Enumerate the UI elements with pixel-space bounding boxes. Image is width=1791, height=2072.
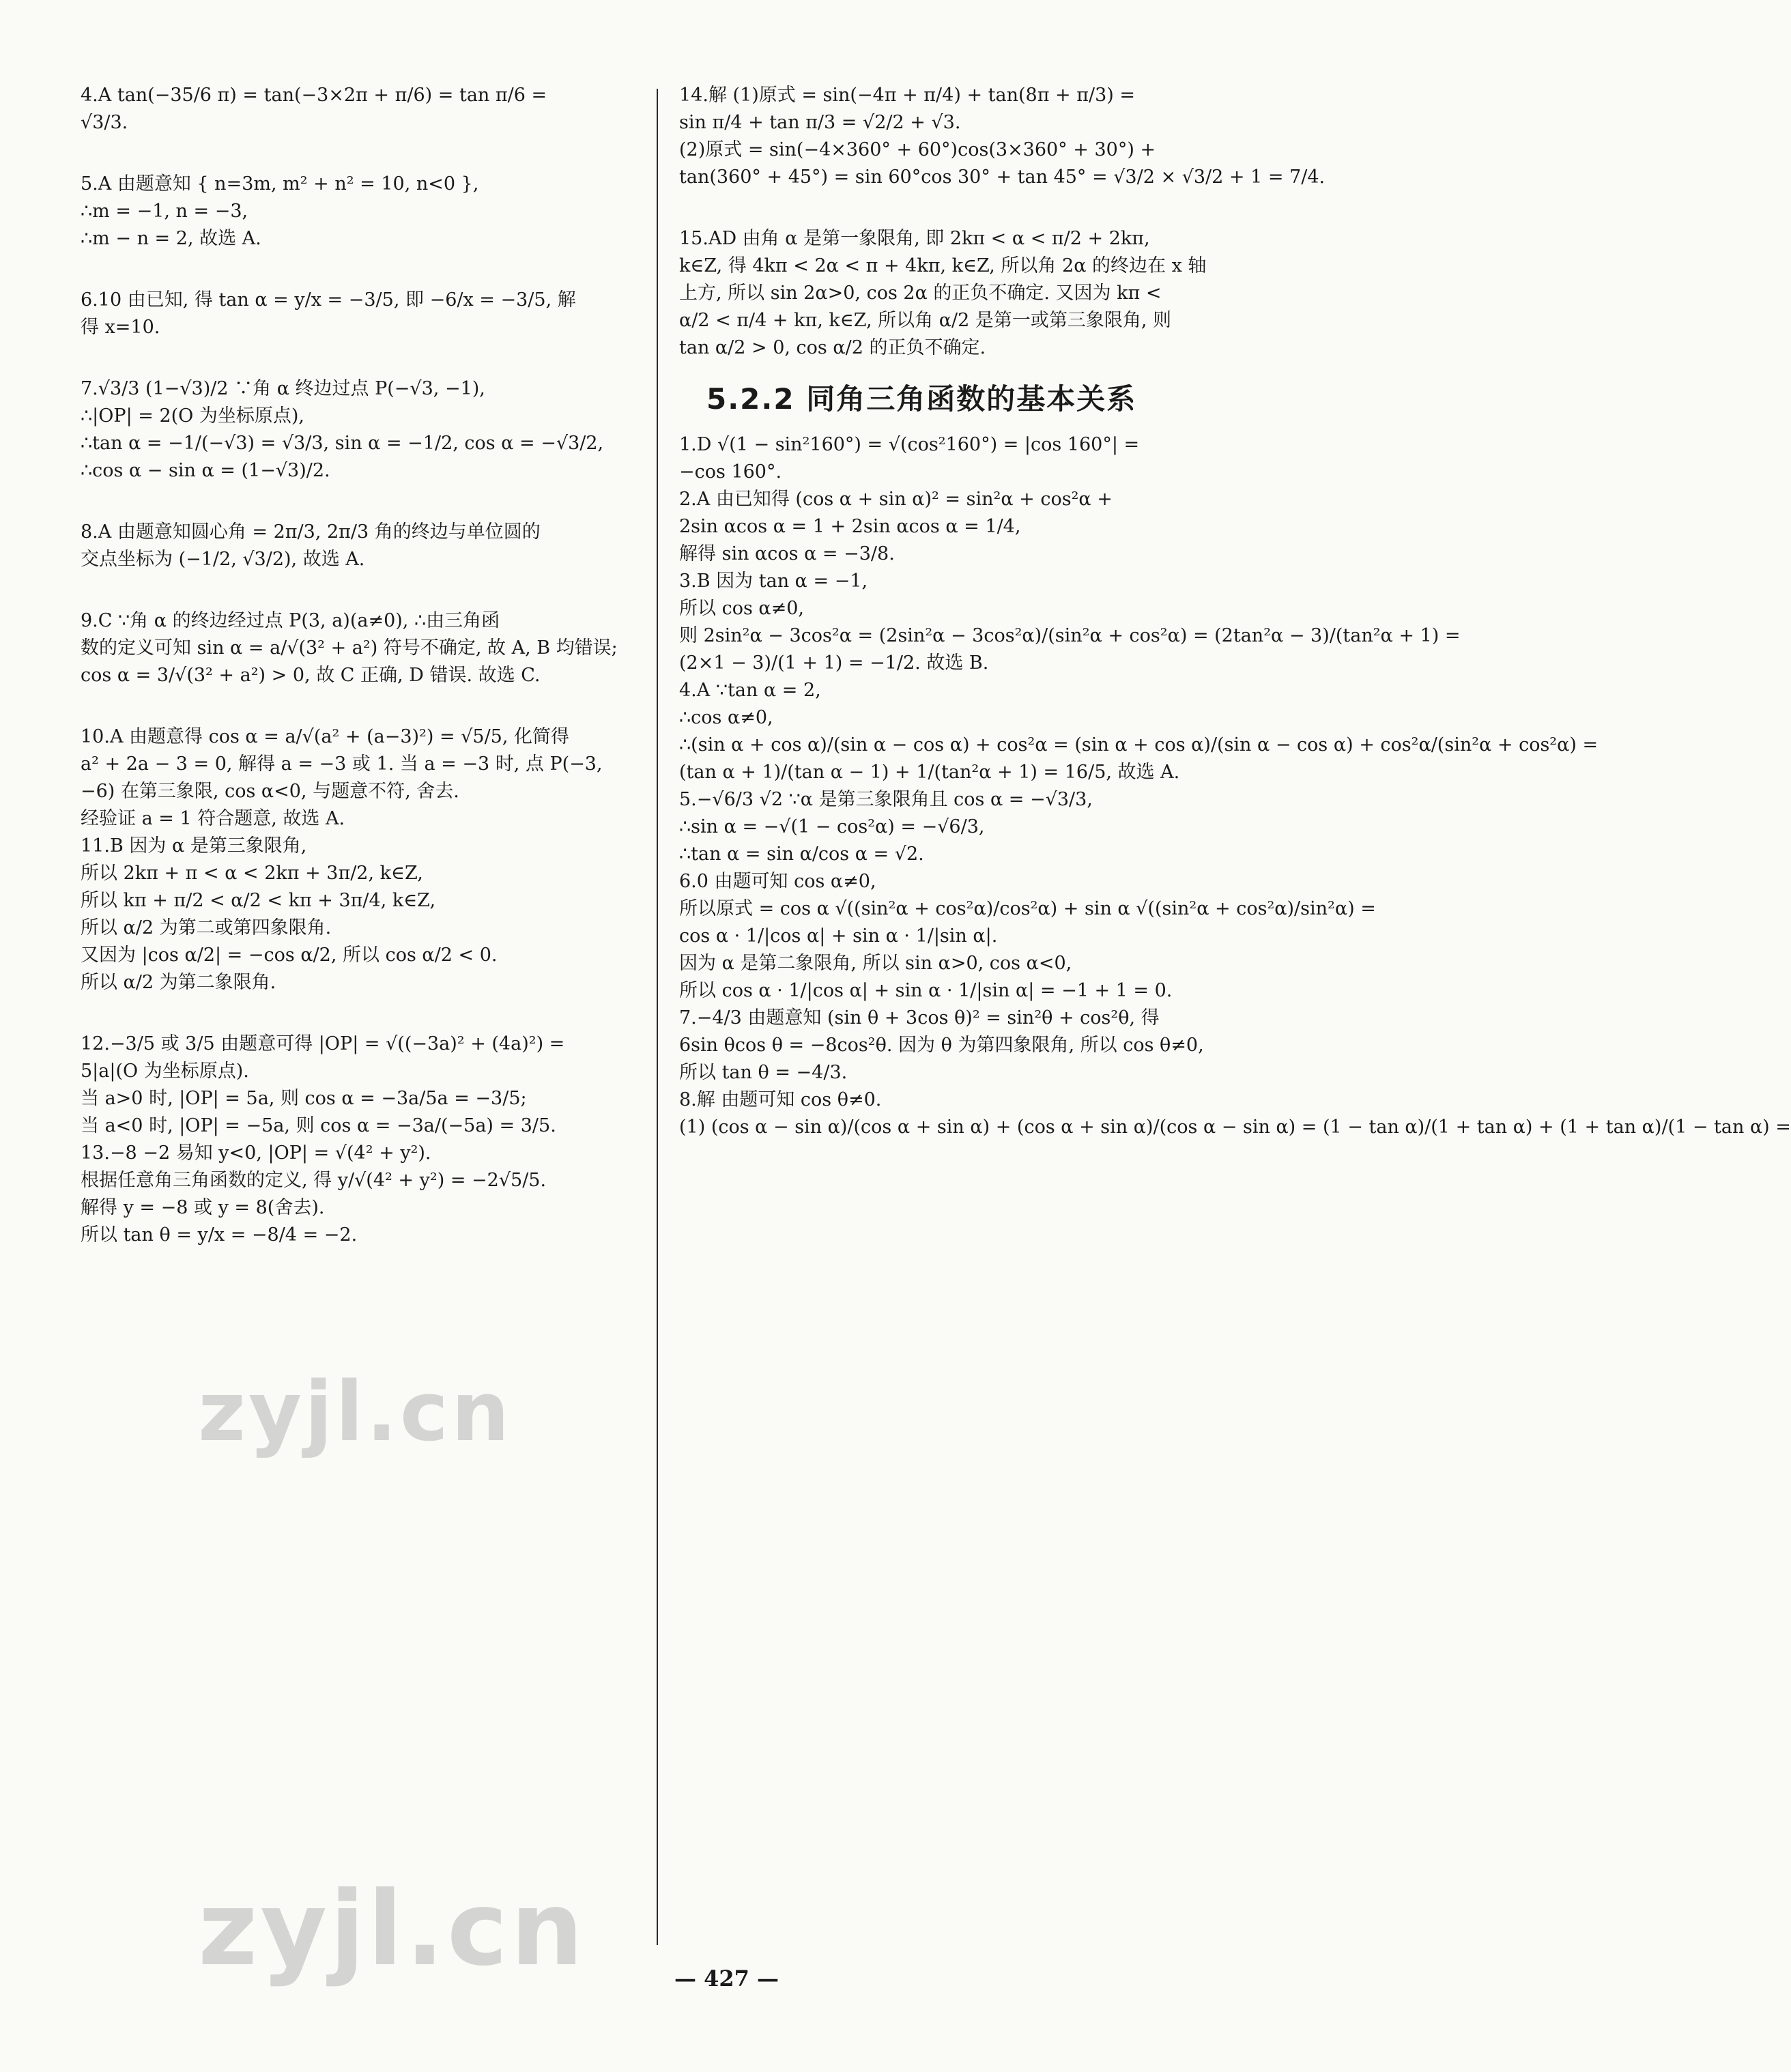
text-line: 所以原式 = cos α √((sin²α + cos²α)/cos²α) + sin α √((sin²α + cos²α)/sin²α) = — [679, 898, 1376, 919]
spacer — [679, 202, 1246, 214]
text-line: ∴sin α = −√(1 − cos²α) = −√6/3, — [679, 816, 985, 837]
text-line: 2.A 由已知得 (cos α + sin α)² = sin²α + cos²α + — [679, 489, 1113, 510]
text-line: 所以 tan θ = −4/3. — [679, 1062, 848, 1083]
spacer — [81, 700, 661, 713]
text-line: 则 2sin²α − 3cos²α = (2sin²α − 3cos²α)/(sin²α + cos²α) = (2tan²α − 3)/(tan²α + 1) = — [679, 625, 1461, 646]
text-line: ∴tan α = −1/(−√3) = √3/3, sin α = −1/2, cos α = −√3/2, — [81, 433, 604, 454]
watermark: zyjl.cn — [198, 1870, 586, 1989]
right-column-bottom — [679, 431, 1791, 1141]
right-column-top — [679, 82, 1326, 362]
text-line: (1) (cos α − sin α)/(cos α + sin α) + (cos α + sin α)/(cos α − sin α) = (1 − tan α)/(1 + tan α) + (1 + tan α)/(1 − tan α) = — [679, 1117, 1791, 1138]
text-line: √3/3. — [81, 112, 128, 133]
text-line: 上方, 所以 sin 2α>0, cos 2α 的正负不确定. 又因为 kπ < — [679, 283, 1162, 304]
text-line: 12.−3/5 或 3/5 由题意可得 |OP| = √((−3a)² + (4a)²) = — [81, 1033, 565, 1054]
text-line: 5|a|(O 为坐标原点). — [81, 1061, 249, 1082]
text-line: tan α/2 > 0, cos α/2 的正负不确定. — [679, 337, 986, 358]
text-line: ∴cos α − sin α = (1−√3)/2. — [81, 460, 330, 481]
text-line: α/2 < π/4 + kπ, k∈Z, 所以角 α/2 是第一或第三象限角, 则 — [679, 310, 1172, 331]
text-line: 所以 2kπ + π < α < 2kπ + 3π/2, k∈Z, — [81, 863, 423, 884]
text-line: 所以 α/2 为第二象限角. — [81, 972, 276, 993]
text-line: ∴m − n = 2, 故选 A. — [81, 228, 261, 249]
text-line: 所以 tan θ = y/x = −8/4 = −2. — [81, 1224, 358, 1246]
text-line: ∴(sin α + cos α)/(sin α − cos α) + cos²α = (sin α + cos α)/(sin α − cos α) + cos²α/(sin²α + cos²α) = — [679, 734, 1599, 756]
text-line: (2)原式 = sin(−4×360° + 60°)cos(3×360° + 30°) + — [679, 139, 1156, 160]
text-line: 6.0 由题可知 cos α≠0, — [679, 871, 876, 892]
text-line: ∴tan α = sin α/cos α = √2. — [679, 844, 924, 865]
section-title: 5.2.2 同角三角函数的基本关系 — [706, 382, 1137, 416]
text-line: −6) 在第三象限, cos α<0, 与题意不符, 舍去. — [81, 781, 459, 802]
text-line: 14.解 (1)原式 = sin(−4π + π/4) + tan(8π + π/3) = — [679, 85, 1135, 106]
text-line: 4.A tan(−35/6 π) = tan(−3×2π + π/6) = tan π/6 = — [81, 85, 547, 106]
text-line: 得 x=10. — [81, 317, 160, 338]
text-line: 解得 y = −8 或 y = 8(舍去). — [81, 1197, 325, 1218]
text-line: 15.AD 由角 α 是第一象限角, 即 2kπ < α < π/2 + 2kπ, — [679, 228, 1150, 249]
text-line: 5.A 由题意知 { n=3m, m² + n² = 10, n<0 }, — [81, 173, 479, 195]
spacer — [81, 495, 661, 508]
text-line: 所以 cos α · 1/|cos α| + sin α · 1/|sin α| = −1 + 1 = 0. — [679, 980, 1173, 1001]
text-line: ∴|OP| = 2(O 为坐标原点), — [81, 405, 305, 427]
text-line: 8.A 由题意知圆心角 = 2π/3, 2π/3 角的终边与单位圆的 — [81, 521, 541, 543]
text-line: cos α = 3/√(3² + a²) > 0, 故 C 正确, D 错误. 故选 C. — [81, 665, 541, 686]
text-line: 又因为 |cos α/2| = −cos α/2, 所以 cos α/2 < 0. — [81, 945, 498, 966]
text-line: 5.−√6/3 √2 ∵α 是第三象限角且 cos α = −√3/3, — [679, 789, 1093, 810]
text-line: 4.A ∵tan α = 2, — [679, 680, 821, 701]
text-line: 经验证 a = 1 符合题意, 故选 A. — [81, 808, 345, 829]
text-line: 解得 sin αcos α = −3/8. — [679, 543, 895, 564]
text-line: 11.B 因为 α 是第三象限角, — [81, 835, 307, 857]
text-line: 7.−4/3 由题意知 (sin θ + 3cos θ)² = sin²θ + cos²θ, 得 — [679, 1007, 1160, 1028]
text-line: −cos 160°. — [679, 461, 782, 483]
spacer — [81, 263, 661, 276]
spacer — [81, 1007, 661, 1020]
text-line: 所以 α/2 为第二或第四象限角. — [81, 917, 332, 938]
text-line: a² + 2a − 3 = 0, 解得 a = −3 或 1. 当 a = −3 时, 点 P(−3, — [81, 753, 603, 775]
spacer — [81, 352, 661, 364]
text-line: ∴m = −1, n = −3, — [81, 201, 248, 222]
text-line: cos α · 1/|cos α| + sin α · 1/|sin α|. — [679, 925, 998, 947]
text-line: sin π/4 + tan π/3 = √2/2 + √3. — [679, 112, 961, 133]
text-line: (tan α + 1)/(tan α − 1) + 1/(tan²α + 1) = 16/5, 故选 A. — [679, 762, 1180, 783]
text-line: 13.−8 −2 易知 y<0, |OP| = √(4² + y²). — [81, 1142, 431, 1164]
text-line: 所以 cos α≠0, — [679, 598, 805, 619]
text-line: 所以 kπ + π/2 < α/2 < kπ + 3π/4, k∈Z, — [81, 890, 436, 911]
text-line: 7.√3/3 (1−√3)/2 ∵角 α 终边过点 P(−√3, −1), — [81, 378, 485, 399]
spacer — [81, 584, 661, 596]
text-line: ∴cos α≠0, — [679, 707, 773, 728]
text-line: tan(360° + 45°) = sin 60°cos 30° + tan 45° = √3/2 × √3/2 + 1 = 7/4. — [679, 167, 1326, 188]
spacer — [81, 147, 661, 160]
text-line: 9.C ∵角 α 的终边经过点 P(3, a)(a≠0), ∴由三角函 — [81, 610, 500, 631]
watermark: zyjl.cn — [198, 1365, 513, 1460]
text-line: 8.解 由题可知 cos θ≠0. — [679, 1089, 882, 1110]
text-line: 当 a>0 时, |OP| = 5a, 则 cos α = −3a/5a = −3/5; — [81, 1088, 527, 1109]
text-line: 3.B 因为 tan α = −1, — [679, 571, 868, 592]
text-line: k∈Z, 得 4kπ < 2α < π + 4kπ, k∈Z, 所以角 2α 的终边在 x 轴 — [679, 255, 1207, 276]
text-line: (2×1 − 3)/(1 + 1) = −1/2. 故选 B. — [679, 652, 989, 674]
text-line: 当 a<0 时, |OP| = −5a, 则 cos α = −3a/(−5a) = 3/5. — [81, 1115, 556, 1136]
text-line: 10.A 由题意得 cos α = a/√(a² + (a−3)²) = √5/5, 化简得 — [81, 726, 570, 747]
right-column — [679, 82, 1791, 1141]
text-line: 1.D √(1 − sin²160°) = √(cos²160°) = |cos 160°| = — [679, 434, 1140, 455]
text-line: 6.10 由已知, 得 tan α = y/x = −3/5, 即 −6/x = −3/5, 解 — [81, 289, 576, 311]
text-line: 2sin αcos α = 1 + 2sin αcos α = 1/4, — [679, 516, 1021, 537]
text-line: 交点坐标为 (−1/2, √3/2), 故选 A. — [81, 549, 365, 570]
text-line: 根据任意角三角函数的定义, 得 y/√(4² + y²) = −2√5/5. — [81, 1170, 547, 1191]
text-line: 因为 α 是第二象限角, 所以 sin α>0, cos α<0, — [679, 953, 1072, 974]
text-line: 数的定义可知 sin α = a/√(3² + a²) 符号不确定, 故 A, B 均错误; — [81, 637, 618, 659]
text-line: 6sin θcos θ = −8cos²θ. 因为 θ 为第四象限角, 所以 cos θ≠0, — [679, 1035, 1204, 1056]
left-column — [81, 82, 661, 1249]
page-number: — 427 — — [674, 1966, 779, 1991]
